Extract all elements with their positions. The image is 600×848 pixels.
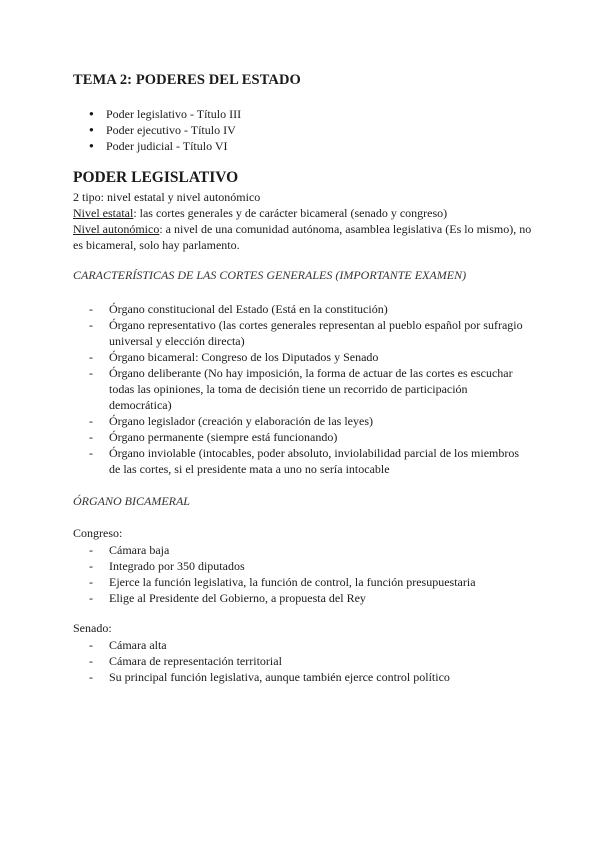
senado-list bbox=[73, 637, 533, 685]
list-item: - Órgano legislador (creación y elaboración de las leyes) bbox=[73, 413, 533, 429]
caracteristicas-heading: CARACTERÍSTICAS DE LAS CORTES GENERALES (IMPORTANTE EXAMEN) bbox=[73, 268, 467, 282]
nivel-estatal-label: Nivel estatal bbox=[73, 206, 134, 220]
list-item: - Su principal función legislativa, aunque también ejerce control político bbox=[73, 669, 533, 685]
list-item: ● Poder ejecutivo - Título IV bbox=[73, 122, 241, 138]
caracteristicas-list bbox=[73, 301, 533, 477]
poderes-list bbox=[73, 106, 241, 154]
list-item: - Integrado por 350 diputados bbox=[73, 558, 533, 574]
list-item: - Órgano representativo (las cortes generales representan al pueblo español por sufragio universal y elección directa) bbox=[73, 317, 533, 349]
section-heading: PODER LEGISLATIVO bbox=[73, 169, 239, 186]
nivel-autonomico-text: : a nivel de una comunidad autónoma, asamblea legislativa (Es lo mismo), no es bicameral, solo hay parlamento. bbox=[73, 222, 532, 252]
list-item: - Órgano inviolable (intocables, poder absoluto, inviolabilidad parcial de los miembros de las cortes, si el presidente mata a uno no sería intocable bbox=[73, 445, 533, 477]
list-item: - Elige al Presidente del Gobierno, a propuesta del Rey bbox=[73, 590, 533, 606]
nivel-estatal-paragraph bbox=[73, 205, 533, 221]
list-item: - Órgano deliberante (No hay imposición, la forma de actuar de las cortes es escuchar todas las opiniones, la toma de decisión tiene un recorrido de participación democrática) bbox=[73, 365, 533, 413]
bicameral-heading: ÓRGANO BICAMERAL bbox=[73, 494, 190, 508]
list-item: - Cámara alta bbox=[73, 637, 533, 653]
list-item: - Órgano permanente (siempre está funcionando) bbox=[73, 429, 533, 445]
congreso-list bbox=[73, 542, 533, 606]
nivel-autonomico-label: Nivel autonómico bbox=[73, 222, 160, 236]
list-item: - Órgano bicameral: Congreso de los Diputados y Senado bbox=[73, 349, 533, 365]
list-item: - Cámara de representación territorial bbox=[73, 653, 533, 669]
intro-line: 2 tipo: nivel estatal y nivel autonómico bbox=[73, 190, 261, 204]
list-item: - Órgano constitucional del Estado (Está en la constitución) bbox=[73, 301, 533, 317]
congreso-label: Congreso: bbox=[73, 526, 123, 540]
nivel-estatal-text: : las cortes generales y de carácter bicameral (senado y congreso) bbox=[133, 206, 448, 220]
list-item: - Ejerce la función legislativa, la función de control, la función presupuestaria bbox=[73, 574, 533, 590]
list-item: ● Poder judicial - Título VI bbox=[73, 138, 241, 154]
list-item: - Cámara baja bbox=[73, 542, 533, 558]
list-item: ● Poder legislativo - Título III bbox=[73, 106, 241, 122]
nivel-autonomico-paragraph bbox=[73, 221, 533, 253]
senado-label: Senado: bbox=[73, 621, 112, 635]
page-title: TEMA 2: PODERES DEL ESTADO bbox=[73, 72, 301, 88]
